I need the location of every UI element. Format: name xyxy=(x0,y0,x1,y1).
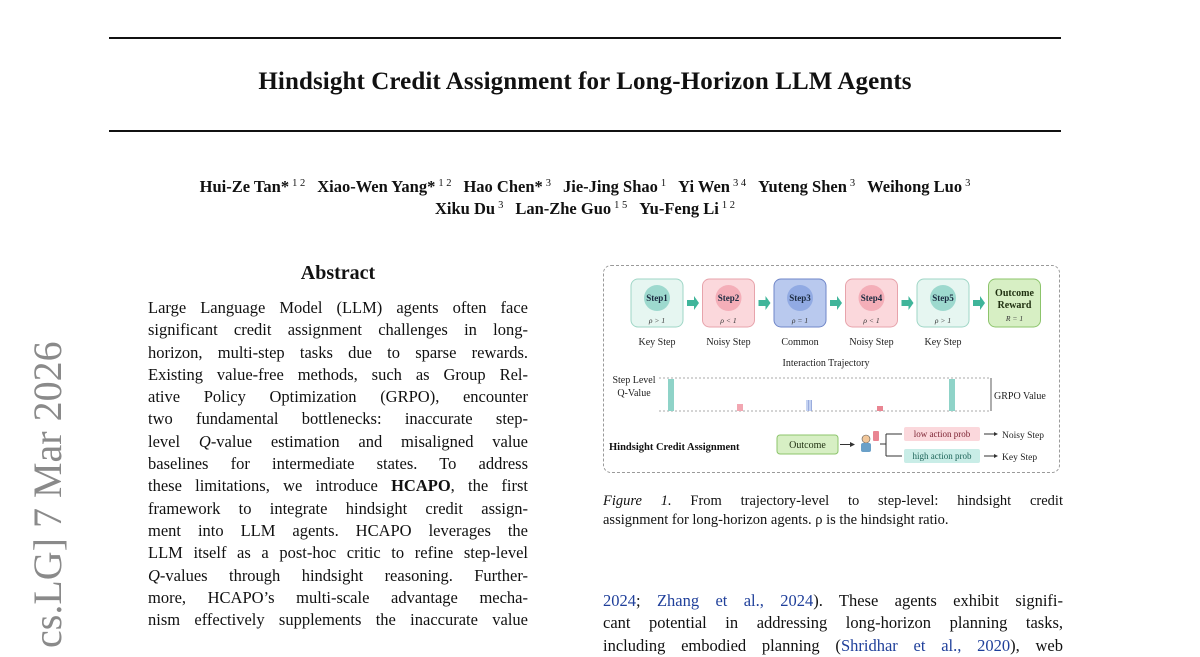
caption-line-2: assignment for long-horizon agents. ρ is the hindsight ratio. xyxy=(603,512,949,528)
abstract-line: ative Policy Optimization (GRPO), encounter xyxy=(148,387,528,407)
author-affiliation: 1 2 xyxy=(721,200,736,211)
step-caption: Noisy Step xyxy=(849,337,894,348)
abstract-line: framework to integrate hindsight credit assign- xyxy=(148,498,528,518)
author-name: Hao Chen* $^3$ xyxy=(463,177,552,196)
critic-icon xyxy=(862,435,870,443)
step-label: Step2 xyxy=(717,293,740,303)
qvalue-bar xyxy=(668,379,674,411)
author-affiliation: 3 4 xyxy=(732,178,747,189)
author-affiliation: 3 xyxy=(545,178,552,189)
reward-label: Reward xyxy=(997,300,1032,311)
qvalue-bar xyxy=(949,379,955,411)
author-name: Xiao-Wen Yang* $^{1 2}$ xyxy=(317,177,452,196)
outcome-chip-label: Outcome xyxy=(789,440,826,451)
flow-arrow-icon xyxy=(902,296,914,310)
low-prob-label: low action prob xyxy=(913,429,971,439)
abstract-line: Q-values through hindsight reasoning. Further- xyxy=(148,565,528,585)
flow-arrow-icon xyxy=(973,296,985,310)
author-affiliation: 1 2 xyxy=(438,178,452,189)
author-affiliation: 1 2 xyxy=(292,178,306,189)
trajectory-label: Interaction Trajectory xyxy=(782,358,870,369)
body-text: including embodied planning ( xyxy=(603,635,841,655)
grpo-label: GRPO Value xyxy=(994,391,1046,402)
qvalue-bar xyxy=(737,404,743,411)
key-step-label: Key Step xyxy=(1002,453,1038,463)
abstract-line: more, HCAPO’s multi-scale advantage mecha- xyxy=(148,587,528,607)
author-affiliation: 3 xyxy=(965,178,971,189)
author-name: Lan-Zhe Guo $^{1 5}$ xyxy=(515,199,628,218)
step-ratio: ρ > 1 xyxy=(934,316,952,325)
qvalue-bar xyxy=(806,400,812,411)
abstract-line: significant credit assignment challenges in long- xyxy=(148,320,528,340)
author-name: Xiku Du $^3$ xyxy=(434,199,504,218)
body-line: cant potential in addressing long-horizon planning tasks, xyxy=(603,613,1063,633)
abstract-line: nism effectively supplements the inaccurate value xyxy=(148,610,528,630)
step-label: Step1 xyxy=(646,293,668,303)
step-label: Step3 xyxy=(789,293,811,303)
citation-link[interactable]: Zhang et al., 2024 xyxy=(656,591,814,610)
title-top-rule xyxy=(109,37,1061,39)
step-label: Step4 xyxy=(860,293,883,303)
author-name: Hui-Ze Tan* $^{1 2}$ xyxy=(199,177,306,196)
step-label: Step5 xyxy=(932,293,954,303)
citation-link[interactable]: 2024 xyxy=(603,591,636,610)
abstract-line: Large Language Model (LLM) agents often face xyxy=(148,298,528,317)
abstract-heading: Abstract xyxy=(300,262,376,284)
abstract-line: Existing value-free methods, such as Group Rel- xyxy=(148,364,528,384)
abstract-line: ment into LLM agents. HCAPO leverages the xyxy=(148,520,528,540)
figure-caption xyxy=(603,492,1063,530)
author-name: Yu-Feng Li $^{1 2}$ xyxy=(639,199,736,218)
abstract-line: horizon, multi-step tasks due to sparse rewards. xyxy=(148,342,528,362)
caption-line-1: From trajectory-level to step-level: hindsight credit xyxy=(671,493,1063,509)
abstract-line: baselines for intermediate states. To address xyxy=(148,454,528,474)
flow-arrow-icon xyxy=(759,296,771,310)
body-text: ). These agents exhibit signifi- xyxy=(813,591,1063,610)
qvalue-bar xyxy=(877,406,883,411)
step-caption: Noisy Step xyxy=(706,337,751,348)
author-affiliation: 3 xyxy=(498,200,504,211)
outcome-label: Outcome xyxy=(995,288,1034,299)
citation-link[interactable]: Shridhar et al., 2020 xyxy=(840,635,1011,655)
abstract-line: these limitations, we introduce HCAPO, the first xyxy=(148,476,528,496)
step-caption: Common xyxy=(781,337,819,348)
critic-icon xyxy=(873,431,879,441)
right-column-body xyxy=(603,590,1063,657)
author-name: Yuteng Shen $^3$ xyxy=(758,177,856,196)
arxiv-stamp: cs.LG] 7 Mar 2026 xyxy=(25,341,70,648)
reward-value: R = 1 xyxy=(1005,314,1024,323)
author-name: Jie-Jing Shao $^1$ xyxy=(563,177,667,196)
arrow-head-icon xyxy=(994,432,998,436)
qvalue-label: Q-Value xyxy=(617,388,651,399)
author-affiliation: 3 xyxy=(849,178,856,189)
step-ratio: ρ > 1 xyxy=(648,316,666,325)
paper-title: Hindsight Credit Assignment for Long-Horizon LLM Agents xyxy=(258,68,912,95)
qvalue-label: Step Level xyxy=(612,375,656,386)
flow-arrow-icon xyxy=(687,296,699,310)
author-affiliation: 1 xyxy=(660,178,667,189)
figure-1 xyxy=(603,265,1060,473)
step-ratio: ρ = 1 xyxy=(791,316,809,325)
arrow-head-icon xyxy=(994,454,998,458)
abstract-line: two fundamental bottlenecks: inaccurate step- xyxy=(148,409,528,429)
step-caption: Key Step xyxy=(924,337,962,348)
figure-diagram xyxy=(604,266,1061,474)
hca-label: Hindsight Credit Assignment xyxy=(609,442,740,453)
step-caption: Key Step xyxy=(638,337,676,348)
arrow-head-icon xyxy=(850,442,855,447)
high-prob-label: high action prob xyxy=(912,451,972,461)
abstract-body xyxy=(148,297,528,631)
author-name: Yi Wen $^{3 4}$ xyxy=(678,177,747,196)
abstract-line: LLM itself as a post-hoc critic to refine step-level xyxy=(148,543,528,563)
caption-label: Figure 1. xyxy=(603,493,672,509)
step-ratio: ρ < 1 xyxy=(720,316,737,325)
flow-arrow-icon xyxy=(830,296,842,310)
author-name: Weihong Luo $^3$ xyxy=(867,177,971,196)
title-bottom-rule xyxy=(109,130,1061,132)
body-text: ), web xyxy=(1010,635,1063,655)
abstract-line: level Q-value estimation and misaligned value xyxy=(148,431,528,451)
noisy-step-label: Noisy Step xyxy=(1002,431,1044,441)
citation-separator: ; xyxy=(636,591,657,610)
author-line-2 xyxy=(109,195,1061,220)
critic-icon xyxy=(861,443,871,452)
step-ratio: ρ < 1 xyxy=(863,316,880,325)
author-affiliation: 1 5 xyxy=(614,200,628,211)
